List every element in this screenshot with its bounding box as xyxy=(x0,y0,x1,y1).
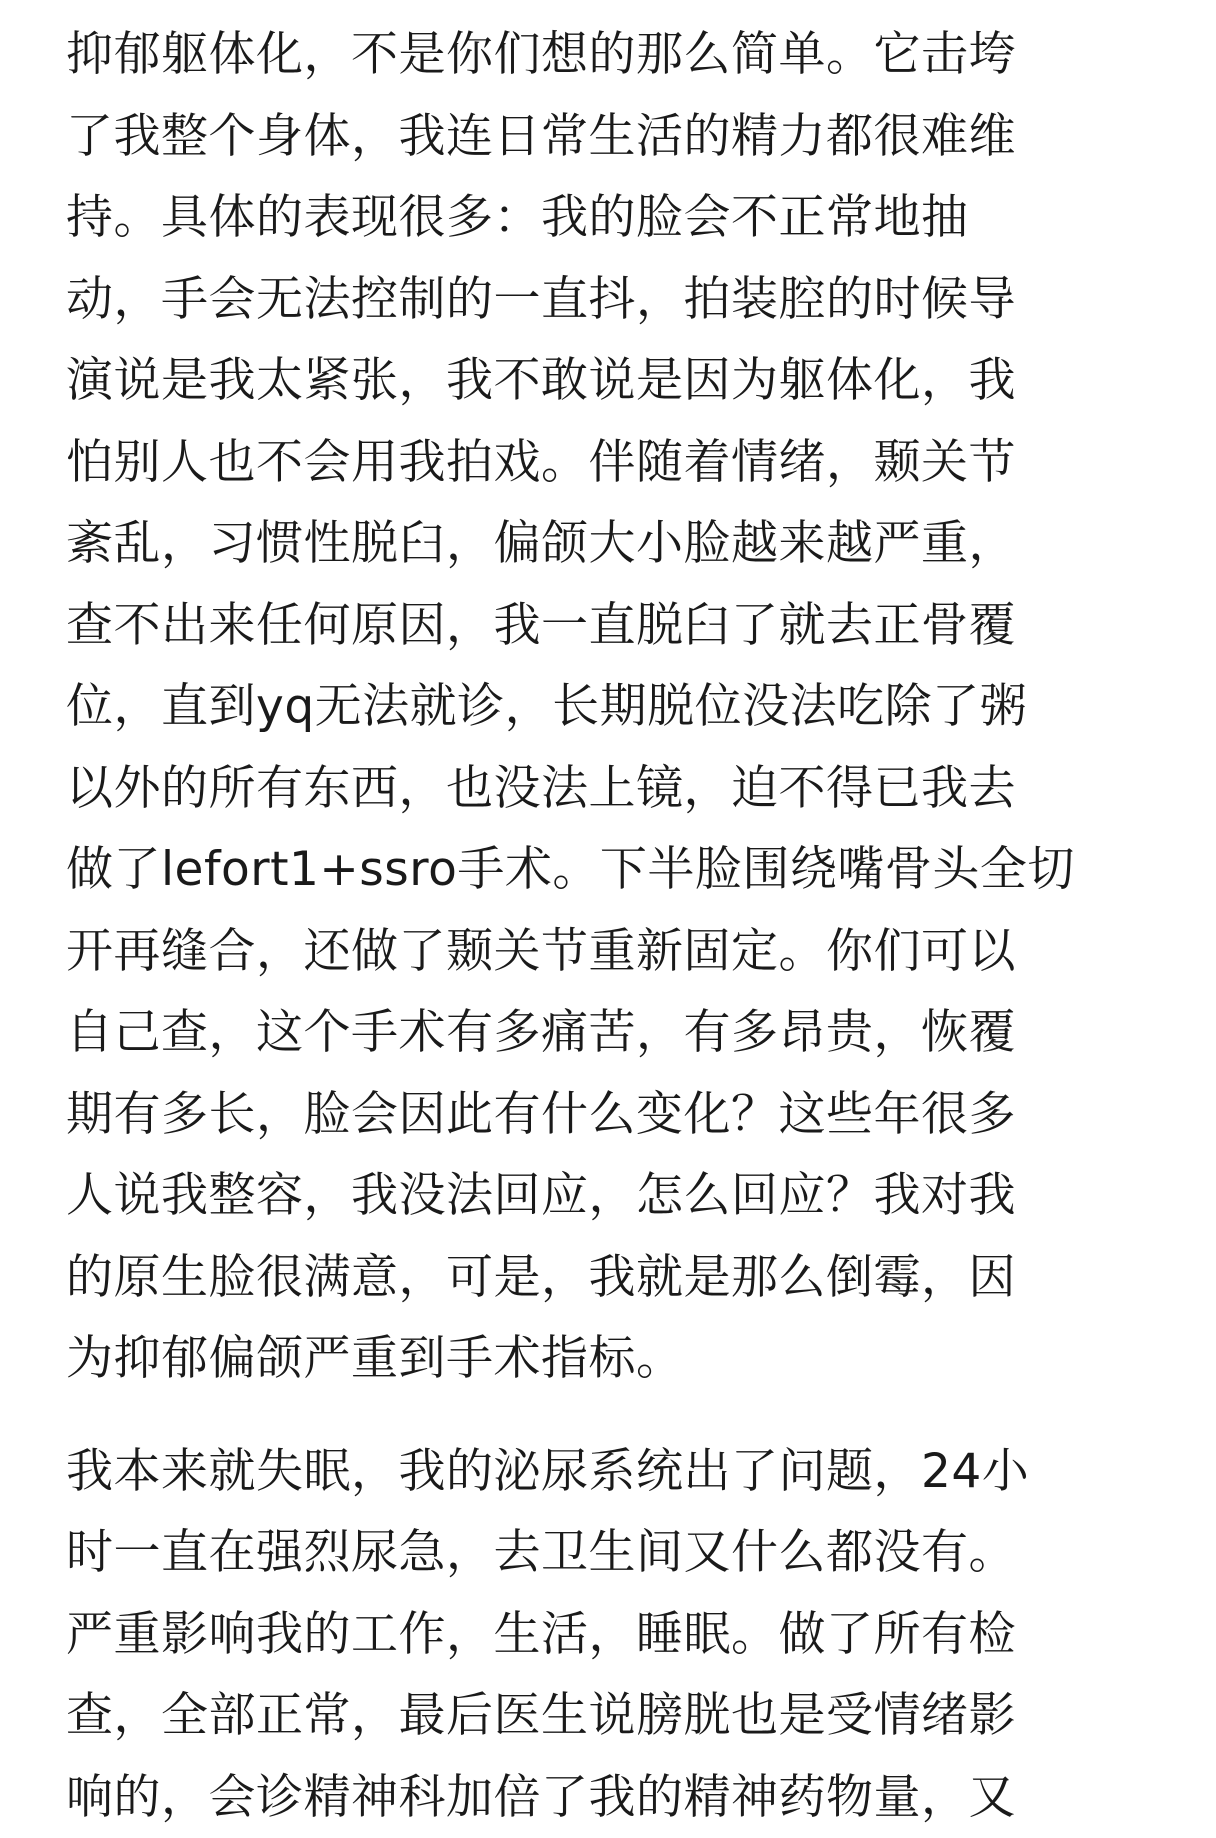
text-line: 响的，会诊精神科加倍了我的精神药物量，又 xyxy=(66,1757,1206,1838)
text-line: 查不出来任何原因，我一直脱臼了就去正骨覆 xyxy=(66,585,1206,667)
text-line: 开再缝合，还做了颞关节重新固定。你们可以 xyxy=(66,911,1206,993)
text-line: 抑郁躯体化，不是你们想的那么简单。它击垮 xyxy=(66,14,1206,96)
text-line: 查，全部正常，最后医生说膀胱也是受情绪影 xyxy=(66,1675,1206,1757)
text-line: 位，直到yq无法就诊，长期脱位没法吃除了粥 xyxy=(66,666,1206,748)
text-line: 期有多长，脸会因此有什么变化？这些年很多 xyxy=(66,1074,1206,1156)
text-line: 的原生脸很满意，可是，我就是那么倒霉，因 xyxy=(66,1237,1206,1319)
text-line: 严重影响我的工作，生活，睡眠。做了所有检 xyxy=(66,1594,1206,1676)
text-line: 我本来就失眠，我的泌尿系统出了问题，24小 xyxy=(66,1431,1206,1513)
text-line: 怕别人也不会用我拍戏。伴随着情绪，颞关节 xyxy=(66,422,1206,504)
text-line: 演说是我太紧张，我不敢说是因为躯体化，我 xyxy=(66,340,1206,422)
text-line: 了我整个身体，我连日常生活的精力都很难维 xyxy=(66,96,1206,178)
text-line: 以外的所有东西，也没法上镜，迫不得已我去 xyxy=(66,748,1206,830)
text-line: 动，手会无法控制的一直抖，拍装腔的时候导 xyxy=(66,259,1206,341)
text-line: 紊乱，习惯性脱臼，偏颌大小脸越来越严重， xyxy=(66,503,1206,585)
text-line: 时一直在强烈尿急，去卫生间又什么都没有。 xyxy=(66,1512,1206,1594)
text-line: 持。具体的表现很多：我的脸会不正常地抽 xyxy=(66,177,1206,259)
text-line: 人说我整容，我没法回应，怎么回应？我对我 xyxy=(66,1155,1206,1237)
paragraph-1 xyxy=(66,14,1206,1400)
paragraph-2 xyxy=(66,1431,1206,1838)
text-line: 为抑郁偏颌严重到手术指标。 xyxy=(66,1318,1206,1400)
article-body xyxy=(66,14,1206,1838)
text-line: 自己查，这个手术有多痛苦，有多昂贵，恢覆 xyxy=(66,992,1206,1074)
text-line: 做了lefort1+ssro手术。下半脸围绕嘴骨头全切 xyxy=(66,829,1206,911)
